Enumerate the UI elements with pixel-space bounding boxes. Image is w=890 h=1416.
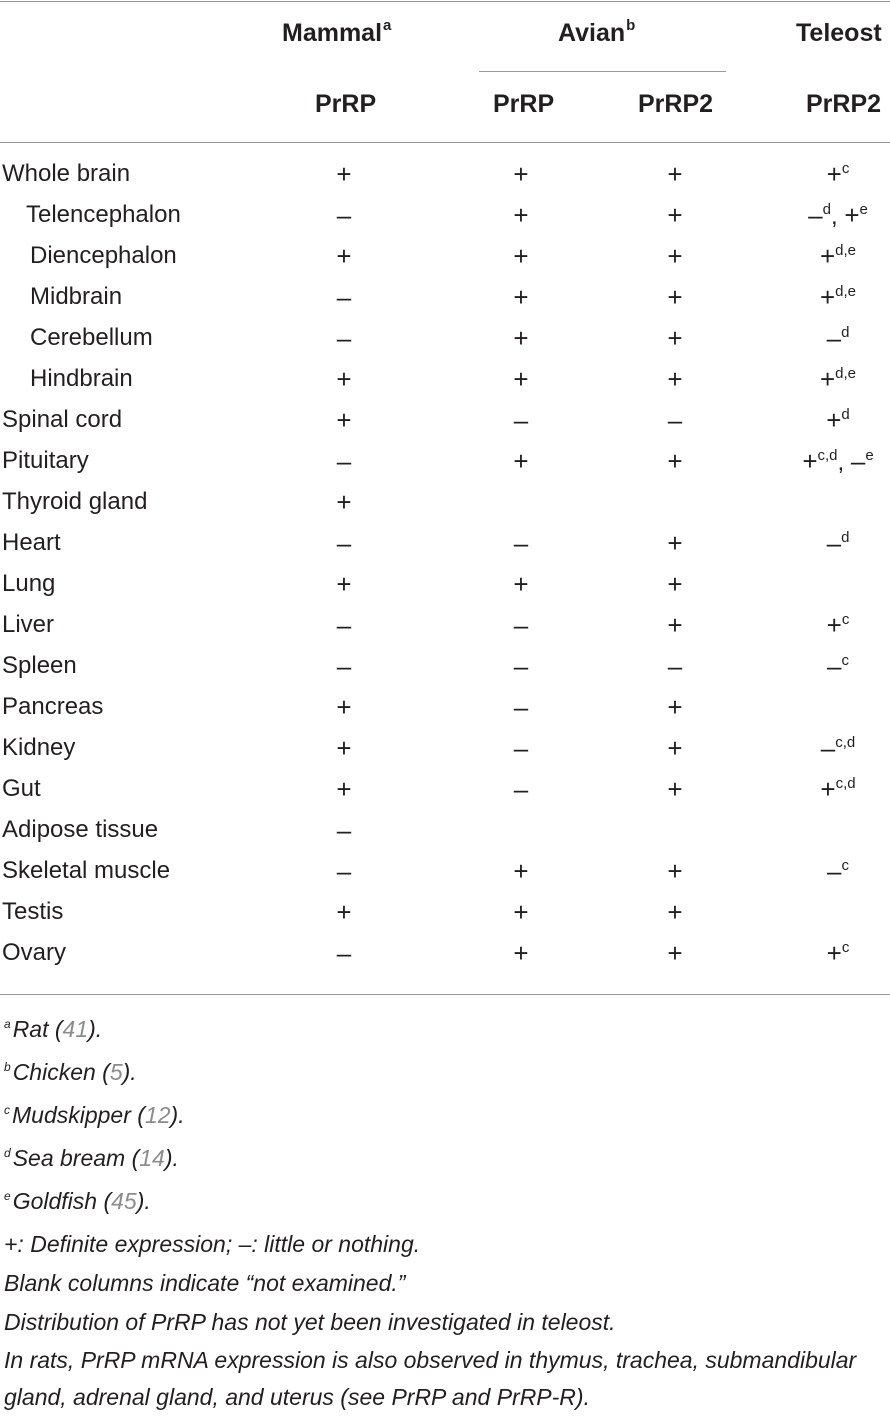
avian-prrp-cell [513, 158, 528, 192]
expression-symbol: – [336, 610, 352, 640]
table-row [0, 402, 890, 443]
expression-symbol: + [667, 282, 683, 312]
header-teleost: Teleost [796, 19, 882, 47]
expression-symbol: + [826, 938, 842, 968]
expression-symbol: + [513, 446, 529, 476]
expression-symbol: + [336, 487, 352, 517]
tissue-label: Skeletal muscle [2, 857, 171, 884]
avian-prrp-cell [513, 568, 528, 602]
footnote [4, 1010, 888, 1053]
expression-symbol: + [819, 282, 836, 312]
expression-symbol: + [667, 610, 683, 640]
expression-symbol: – [336, 528, 352, 558]
table-row [0, 156, 890, 197]
mammal-prrp-cell [336, 240, 351, 274]
tissue-label: Spinal cord [2, 406, 123, 433]
footnote-mark: e [4, 1189, 11, 1203]
expression-symbol: – [513, 651, 529, 681]
teleost-prrp2-cell [808, 199, 868, 236]
mammal-prrp-cell [336, 363, 351, 397]
avian-prrp-cell [513, 363, 528, 397]
footnote-text: Rat ( [12, 1016, 63, 1042]
expression-symbol: – [336, 856, 352, 886]
tissue-label: Testis [2, 898, 64, 925]
table-body [0, 156, 890, 976]
footnote-text: Mudskipper ( [12, 1102, 145, 1128]
table-row [0, 443, 890, 484]
avian-prrp2-cell [667, 527, 682, 561]
table-note: +: Definite expression; –: little or nothing. [4, 1231, 421, 1257]
expression-symbol: + [826, 159, 842, 189]
expression-symbol: – [513, 405, 529, 435]
footnote-mark: d [841, 324, 850, 341]
expression-symbol: + [336, 241, 352, 271]
table-row [0, 566, 890, 607]
expression-symbol: + [667, 364, 683, 394]
teleost-prrp2-cell [820, 281, 856, 318]
expression-symbol: – [336, 651, 352, 681]
reference-link[interactable]: 5 [109, 1059, 123, 1085]
avian-prrp-cell [513, 240, 528, 274]
footnote-text: Chicken ( [12, 1059, 110, 1085]
table-row [0, 238, 890, 279]
table-bottom-rule [0, 994, 890, 995]
subheader-avian-prrp: PrRP [493, 90, 555, 118]
header-bottom-rule [0, 142, 890, 143]
expression-symbol: + [667, 159, 683, 189]
expression-symbol: + [513, 200, 529, 230]
mammal-prrp-cell [336, 158, 351, 192]
header-mammal-footnote-mark: a [383, 17, 392, 34]
footnote-end: ). [88, 1016, 103, 1042]
footnote-mark: d [841, 529, 850, 546]
avian-prrp-cell [513, 855, 528, 889]
expression-symbol: + [667, 446, 683, 476]
footnote-text: Goldfish ( [12, 1188, 112, 1214]
tissue-label: Whole brain [2, 160, 131, 187]
expression-symbol: + [336, 733, 352, 763]
tissue-label: Lung [2, 570, 56, 597]
tissue-label: Kidney [2, 734, 76, 761]
mammal-prrp-cell [337, 527, 351, 561]
table-row [0, 689, 890, 730]
avian-prrp2-cell [667, 732, 682, 766]
avian-prrp2-cell [667, 609, 682, 643]
footnote-mark: d [4, 1146, 11, 1160]
expression-symbol: + [826, 405, 842, 435]
teleost-prrp2-cell [827, 158, 850, 195]
teleost-prrp2-cell [821, 732, 855, 769]
avian-prrp2-cell [667, 855, 682, 889]
footnote-mark: e [859, 201, 868, 218]
footnote-end: ). [170, 1102, 185, 1128]
reference-link[interactable]: 41 [62, 1016, 89, 1042]
expression-symbol: + [513, 323, 529, 353]
separator: , [837, 449, 851, 476]
mammal-prrp-cell [336, 404, 351, 438]
tissue-label: Pituitary [2, 447, 89, 474]
expression-symbol: – [820, 733, 836, 763]
reference-link[interactable]: 14 [139, 1145, 165, 1171]
expression-symbol: + [819, 241, 836, 271]
tissue-label: Hindbrain [30, 365, 133, 392]
footnote [4, 1096, 888, 1139]
footnote-mark: d,e [835, 365, 857, 382]
tissue-label: Ovary [2, 939, 67, 966]
footnote-mark: e [865, 447, 874, 464]
footnote-mark: d,e [835, 242, 857, 259]
expression-symbol: – [336, 446, 352, 476]
expression-symbol: – [336, 282, 352, 312]
footnote-mark: b [4, 1060, 11, 1074]
footnote-end: ). [164, 1145, 179, 1171]
mammal-prrp-cell [337, 650, 351, 684]
avian-prrp-cell [514, 732, 528, 766]
tissue-label: Gut [2, 775, 41, 802]
footnote-mark: c [841, 939, 850, 956]
tissue-label: Diencephalon [30, 242, 177, 269]
expression-symbol: – [850, 446, 866, 476]
footnote-mark: c [841, 857, 849, 874]
mammal-prrp-cell [336, 486, 351, 520]
expression-symbol: – [336, 938, 352, 968]
subheader-avian-prrp2: PrRP2 [638, 90, 714, 118]
teleost-prrp2-cell [827, 937, 850, 974]
footnote [4, 1053, 888, 1096]
expression-symbol: + [667, 856, 683, 886]
table-note: Distribution of PrRP has not yet been investigated in teleost. [4, 1309, 616, 1335]
avian-prrp2-cell [667, 568, 682, 602]
avian-prrp-cell [513, 896, 528, 930]
subheader-mammal-prrp: PrRP [315, 90, 377, 118]
footnote-mark: c [4, 1103, 10, 1117]
expression-symbol: – [826, 323, 842, 353]
expression-symbol: + [336, 569, 352, 599]
mammal-prrp-cell [337, 855, 351, 889]
expression-symbol: – [513, 733, 529, 763]
expression-symbol: – [336, 815, 352, 845]
table-top-rule [0, 1, 890, 2]
table-row [0, 361, 890, 402]
reference-link[interactable]: 12 [144, 1102, 171, 1128]
tissue-label: Spleen [2, 652, 77, 679]
table-row [0, 771, 890, 812]
expression-symbol: + [513, 282, 529, 312]
expression-symbol: + [667, 733, 683, 763]
mammal-prrp-cell [337, 445, 351, 479]
avian-prrp2-cell [668, 650, 682, 684]
footnote-mark: c,d [817, 447, 838, 464]
table-row [0, 607, 890, 648]
avian-prrp2-cell [667, 363, 682, 397]
mammal-prrp-cell [336, 691, 351, 725]
tissue-label: Cerebellum [30, 324, 153, 351]
teleost-prrp2-cell [827, 855, 849, 892]
expression-symbol: + [336, 405, 352, 435]
mammal-prrp-cell [337, 322, 351, 356]
table-row [0, 197, 890, 238]
expression-symbol: + [820, 774, 836, 804]
table-note: Blank columns indicate “not examined.” [4, 1270, 406, 1296]
expression-symbol: – [336, 323, 352, 353]
header-avian [558, 18, 635, 52]
expression-symbol: – [513, 774, 529, 804]
tissue-label: Pancreas [2, 693, 104, 720]
header-mammal [282, 18, 391, 52]
mammal-prrp-cell [337, 937, 351, 971]
expression-symbol: + [336, 364, 352, 394]
expression-symbol: + [667, 241, 683, 271]
expression-symbol: + [667, 200, 683, 230]
subheader-teleost-prrp2: PrRP2 [806, 90, 882, 118]
table-row [0, 730, 890, 771]
tissue-label: Telencephalon [26, 201, 181, 228]
table-row [0, 812, 890, 853]
table-row [0, 279, 890, 320]
table-row [0, 894, 890, 935]
avian-prrp-cell [514, 404, 528, 438]
footnote-mark: d,e [835, 283, 857, 300]
footnote-mark: c [841, 160, 850, 177]
expression-symbol: + [336, 692, 352, 722]
expression-symbol: – [513, 528, 529, 558]
footnote-end: ). [136, 1188, 151, 1214]
teleost-prrp2-cell [827, 322, 850, 359]
tissue-label: Liver [2, 611, 55, 638]
avian-prrp2-cell [667, 281, 682, 315]
avian-prrp-cell [514, 527, 528, 561]
table-row [0, 648, 890, 689]
expression-symbol: – [827, 651, 842, 681]
teleost-prrp2-cell [827, 650, 849, 687]
teleost-prrp2-cell [827, 609, 850, 646]
teleost-prrp2-cell [820, 773, 855, 810]
table-row [0, 525, 890, 566]
avian-prrp-cell [514, 773, 528, 807]
teleost-prrp2-cell [802, 445, 873, 482]
mammal-prrp-cell [336, 732, 351, 766]
expression-symbol: – [808, 200, 823, 230]
footnote-text: Sea bream ( [12, 1145, 140, 1171]
expression-symbol: + [513, 938, 529, 968]
expression-symbol: + [819, 364, 836, 394]
avian-prrp-cell [513, 199, 528, 233]
expression-symbol: + [513, 897, 529, 927]
expression-symbol: + [844, 200, 860, 230]
expression-symbol: + [667, 897, 683, 927]
tissue-label: Thyroid gland [2, 488, 148, 515]
teleost-prrp2-cell [826, 404, 850, 441]
expression-symbol: + [667, 692, 683, 722]
expression-symbol: – [667, 651, 683, 681]
expression-symbol: + [513, 364, 529, 394]
expression-symbol: + [667, 774, 683, 804]
teleost-prrp2-cell [820, 363, 856, 400]
table-row [0, 935, 890, 976]
expression-symbol: + [513, 241, 529, 271]
tissue-label: Heart [2, 529, 61, 556]
tissue-label: Adipose tissue [2, 816, 159, 843]
avian-prrp2-cell [668, 404, 682, 438]
footnote-mark: c,d [835, 734, 856, 751]
expression-symbol: + [802, 446, 818, 476]
header-mammal-label: Mammal [282, 19, 383, 47]
expression-symbol: + [667, 528, 683, 558]
avian-prrp2-cell [667, 240, 682, 274]
footnote-mark: c,d [835, 775, 856, 792]
expression-symbol: + [513, 856, 529, 886]
avian-prrp2-cell [667, 199, 682, 233]
mammal-prrp-cell [337, 609, 351, 643]
reference-link[interactable]: 45 [111, 1188, 137, 1214]
expression-symbol: + [667, 569, 683, 599]
mammal-prrp-cell [336, 773, 351, 807]
teleost-prrp2-cell [827, 527, 850, 564]
footnote-mark: c [841, 611, 850, 628]
expression-symbol: + [513, 159, 529, 189]
expression-symbol: + [336, 897, 352, 927]
avian-prrp-cell [513, 322, 528, 356]
avian-prrp2-cell [667, 773, 682, 807]
footnote-mark: c [841, 652, 849, 669]
footnote [4, 1182, 888, 1225]
expression-symbol: + [513, 569, 529, 599]
footnote-mark: a [4, 1017, 11, 1031]
avian-prrp-cell [513, 281, 528, 315]
avian-prrp-cell [514, 609, 528, 643]
avian-prrp-cell [514, 650, 528, 684]
avian-prrp2-cell [667, 158, 682, 192]
expression-symbol: + [336, 159, 352, 189]
expression-symbol: – [667, 405, 683, 435]
mammal-prrp-cell [336, 568, 351, 602]
avian-prrp-cell [513, 937, 528, 971]
footnote [4, 1139, 888, 1182]
expression-symbol: + [826, 610, 842, 640]
teleost-prrp2-cell [820, 240, 856, 277]
avian-prrp-cell [514, 691, 528, 725]
expression-symbol: – [513, 610, 529, 640]
table-note: In rats, PrRP mRNA expression is also observed in thymus, trachea, submandibular gland, adrenal gland, and uterus (see PrRP and PrRP-R). [4, 1347, 857, 1410]
expression-symbol: – [826, 528, 842, 558]
avian-prrp-cell [513, 445, 528, 479]
mammal-prrp-cell [337, 814, 351, 848]
separator: , [830, 203, 845, 230]
tissue-label: Midbrain [30, 283, 123, 310]
mammal-prrp-cell [337, 199, 351, 233]
table-row [0, 484, 890, 525]
avian-prrp2-cell [667, 322, 682, 356]
avian-prrp2-cell [667, 445, 682, 479]
expression-symbol: – [513, 692, 529, 722]
table-footnotes [4, 1010, 888, 1416]
header-avian-label: Avian [558, 19, 626, 47]
avian-prrp2-cell [667, 937, 682, 971]
avian-prrp2-cell [667, 896, 682, 930]
expression-symbol: – [336, 200, 352, 230]
footnote-end: ). [122, 1059, 137, 1085]
mammal-prrp-cell [336, 896, 351, 930]
expression-symbol: + [667, 938, 683, 968]
expression-symbol: + [667, 323, 683, 353]
footnote-mark: d [841, 406, 850, 423]
table-row [0, 853, 890, 894]
table-row [0, 320, 890, 361]
mammal-prrp-cell [337, 281, 351, 315]
expression-symbol: – [827, 856, 842, 886]
expression-symbol: + [336, 774, 352, 804]
footnote-mark: d [822, 201, 831, 218]
header-avian-footnote-mark: b [626, 17, 636, 34]
avian-prrp2-cell [667, 691, 682, 725]
avian-span-rule [479, 71, 726, 72]
